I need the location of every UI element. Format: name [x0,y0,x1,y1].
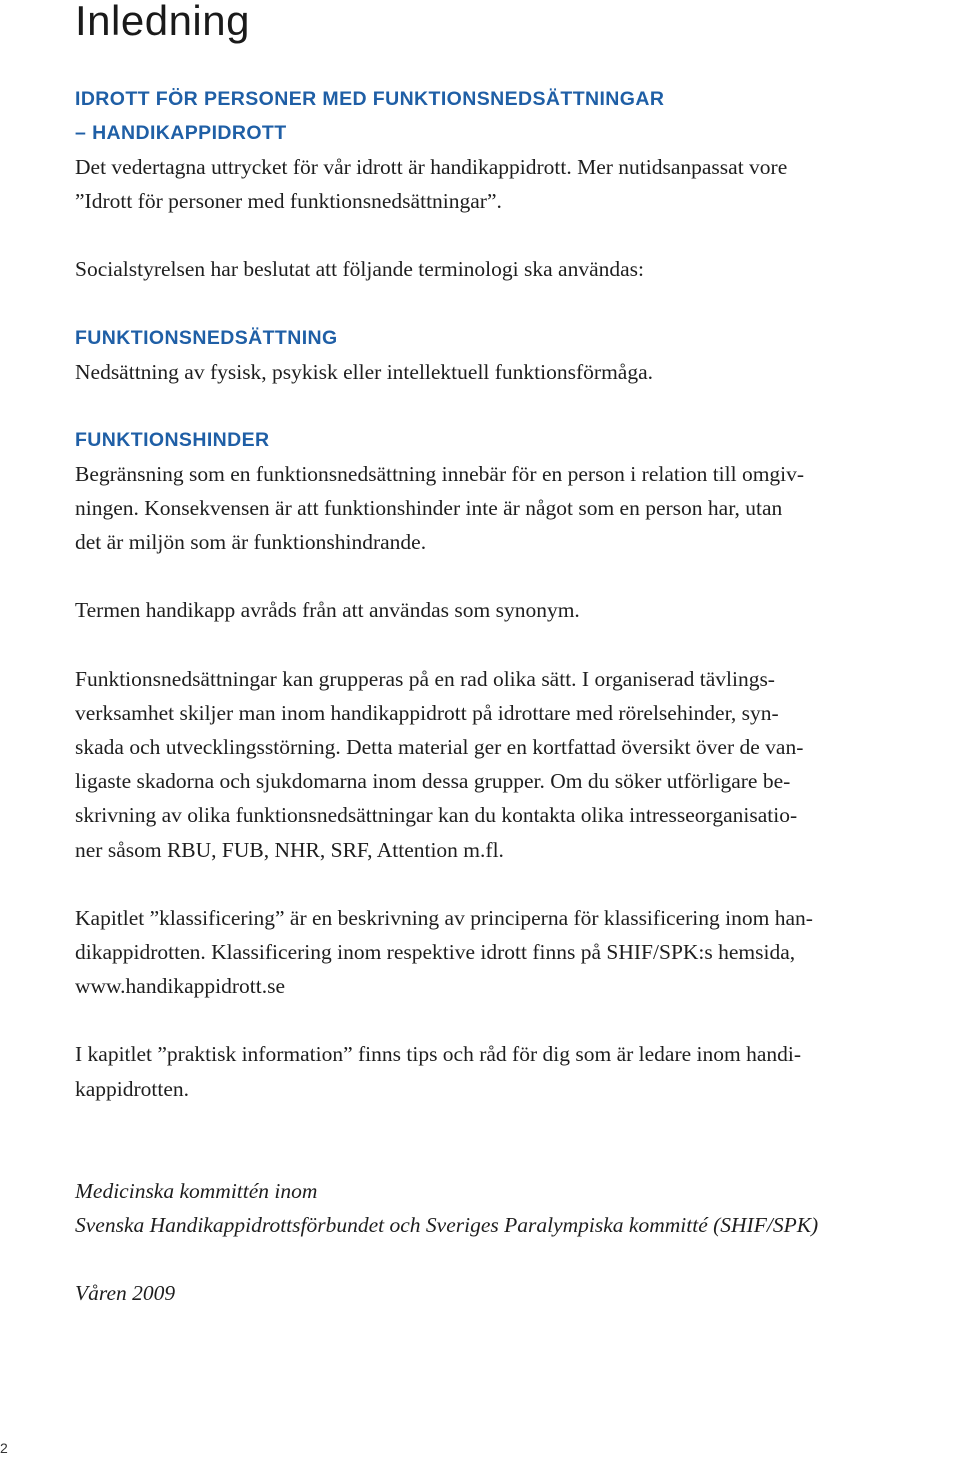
paragraph-line: Kapitlet ”klassificering” är en beskrivning av principerna för klassificering inom han- [75,905,813,930]
paragraph-klassificering [75,901,957,1004]
signature-date: Våren 2009 [75,1280,176,1305]
paragraph-line: skada och utvecklingsstörning. Detta material ger en kortfattad översikt över de van- [75,735,804,760]
page-number: 2 [0,1440,8,1456]
section-funktionsnedsattning [75,321,957,389]
page-title: Inledning [75,0,250,44]
paragraph-line: Det vedertagna uttrycket för vår idrott är handikappidrott. Mer nutidsanpassat vore [75,155,788,179]
signature-block [75,1174,957,1310]
paragraph-line: ner såsom RBU, FUB, NHR, SRF, Attention m.fl. [75,837,504,862]
paragraph-line: det är miljön som är funktionshindrande. [75,530,427,555]
document-body [75,82,957,1310]
section-heading: FUNKTIONSHINDER [75,428,270,451]
paragraph-line: ligaste skadorna och sjukdomarna inom dessa grupper. Om du söker utförligare be- [75,769,791,794]
paragraph-line: Funktionsnedsättningar kan grupperas på en rad olika sätt. I organiserad tävlings- [75,666,775,691]
section-heading: FUNKTIONSNEDSÄTTNING [75,326,338,349]
paragraph-praktisk [75,1037,957,1105]
section-heading-continued: – HANDIKAPPIDROTT [75,122,287,144]
paragraph-line: I kapitlet ”praktisk information” finns tips och råd för dig som är ledare inom handi- [75,1042,802,1067]
paragraph-line: kappidrotten. [75,1076,190,1101]
section-heading: IDROTT FÖR PERSONER MED FUNKTIONSNEDSÄTTNINGAR [75,88,665,110]
definition-paragraph: Nedsättning av fysisk, psykisk eller intellektuell funktionsförmåga. [75,359,654,384]
signature-line: Svenska Handikappidrottsförbundet och Sveriges Paralympiska kommitté (SHIF/SPK) [75,1212,819,1237]
paragraph-grupper [75,662,957,867]
paragraph-line: ningen. Konsekvensen är att funktionshinder inte är något som en person har, utan [75,496,783,521]
signature-line: Medicinska kommittén inom [75,1178,318,1203]
paragraph-line: Begränsning som en funktionsnedsättning innebär för en person i relation till omgiv- [75,461,805,486]
section-idrott [75,82,957,218]
paragraph-handikapp: Termen handikapp avråds från att användas som synonym. [75,598,580,623]
paragraph-line: ”Idrott för personer med funktionsnedsättningar”. [75,189,502,214]
intro-paragraph: Socialstyrelsen har beslutat att följande terminologi ska användas: [75,257,644,282]
section-funktionshinder [75,423,957,560]
paragraph-line: verksamhet skiljer man inom handikappidrott på idrottare med rörelsehinder, syn- [75,700,779,725]
website-link[interactable]: www.handikappidrott.se [75,974,285,999]
paragraph-line: dikappidrotten. Klassificering inom respektive idrott finns på SHIF/SPK:s hemsida, [75,940,796,965]
paragraph-line: skrivning av olika funktionsnedsättningar kan du kontakta olika intresseorganisatio- [75,803,798,828]
